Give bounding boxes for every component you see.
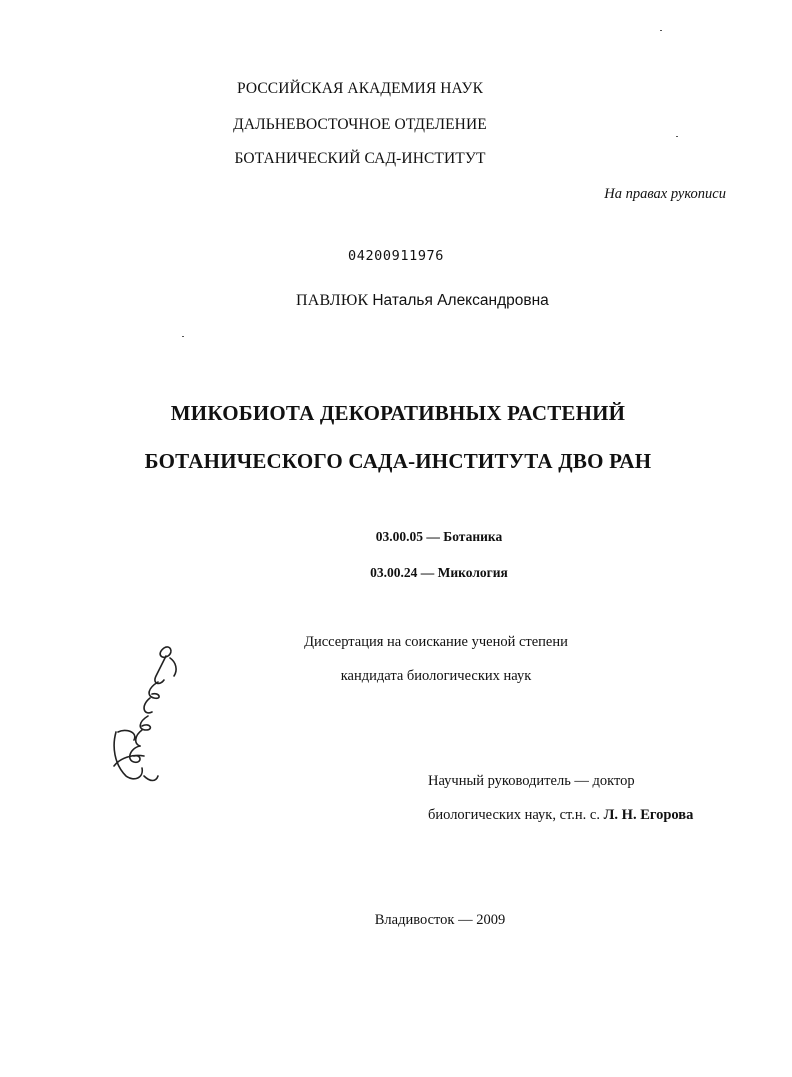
author-given-names: Наталья Александровна xyxy=(372,292,549,309)
degree-statement-line-1: Диссертация на соискание ученой степени xyxy=(304,634,568,650)
scan-speck xyxy=(676,136,678,137)
dissertation-title-line-1: МИКОБИОТА ДЕКОРАТИВНЫХ РАСТЕНИЙ xyxy=(170,401,626,425)
organization-institute: БОТАНИЧЕСКИЙ САД-ИНСТИТУТ xyxy=(234,150,486,167)
specialty-botany: 03.00.05 — Ботаника xyxy=(375,529,503,544)
specialty-mycology: 03.00.24 — Микология xyxy=(370,565,508,580)
author-surname: ПАВЛЮК xyxy=(296,292,369,309)
advisor-name: Л. Н. Егорова xyxy=(603,807,694,823)
scan-speck xyxy=(660,30,662,31)
degree-statement-line-2: кандидата биологических наук xyxy=(340,668,532,684)
manuscript-rights-note: На правах рукописи xyxy=(604,186,726,202)
advisor-line-2 xyxy=(428,807,693,824)
place-and-year: Владивосток — 2009 xyxy=(374,912,506,928)
scan-speck xyxy=(182,336,184,337)
author-name xyxy=(296,292,549,310)
advisor-line-1: Научный руководитель — доктор xyxy=(428,773,635,789)
registration-code: 04200911976 xyxy=(348,248,445,264)
advisor-degree: биологических наук, ст.н. с. xyxy=(428,807,600,823)
organization-branch: ДАЛЬНЕВОСТОЧНОЕ ОТДЕЛЕНИЕ xyxy=(233,116,487,133)
dissertation-title-line-2: БОТАНИЧЕСКОГО САДА-ИНСТИТУТА ДВО РАН xyxy=(144,449,652,473)
organization-academy: РОССИЙСКАЯ АКАДЕМИЯ НАУК xyxy=(236,80,484,97)
handwritten-signature xyxy=(104,636,196,786)
